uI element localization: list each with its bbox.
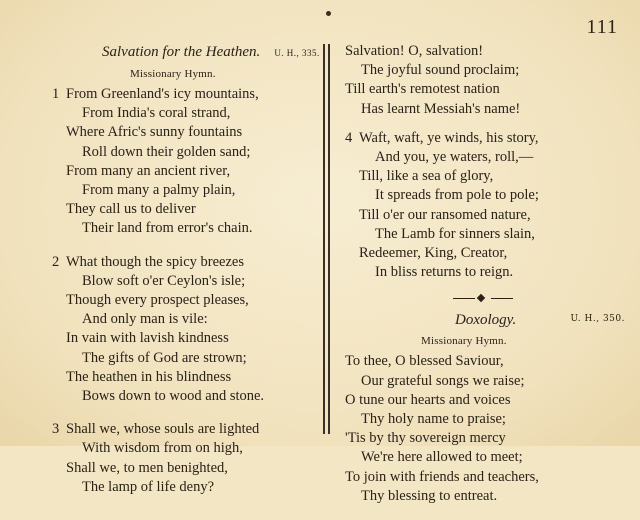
diamond-ornament-icon xyxy=(477,294,485,302)
doxology-header xyxy=(345,310,625,330)
doxology-tune-name: Missionary Hymn. xyxy=(421,335,507,348)
verse-line: Till earth's remotest nation xyxy=(345,81,500,98)
verse-line: We're here allowed to meet; xyxy=(361,449,523,466)
stanza-2 xyxy=(52,253,322,407)
verse-line: From Greenland's icy mountains, xyxy=(66,86,259,102)
verse-line: From many a palmy plain, xyxy=(82,182,236,199)
tune-name: Missionary Hymn. xyxy=(130,68,216,80)
page-number: 111 xyxy=(586,16,618,38)
verse-line: 'Tis by thy sovereign mercy xyxy=(345,430,506,447)
verse-line: The Lamb for sinners slain, xyxy=(375,225,535,242)
verse-line: They call us to deliver xyxy=(66,201,196,218)
verse-line: Roll down their golden sand; xyxy=(82,143,251,160)
doxology-stanza xyxy=(345,352,615,506)
verse-line: And only man is vile: xyxy=(82,311,208,328)
verse-line: To thee, O blessed Saviour, xyxy=(345,353,504,370)
stanza-number: 1 xyxy=(52,86,60,102)
verse-line: Our grateful songs we raise; xyxy=(361,372,525,389)
verse-line: Their land from error's chain. xyxy=(82,220,253,237)
verse-line: What though the spicy breezes xyxy=(66,253,244,270)
column-rule-right xyxy=(328,44,330,434)
verse-line: Till o'er our ransomed nature, xyxy=(359,206,531,223)
stanza-number: 3 xyxy=(52,421,60,438)
column-rule-left xyxy=(323,44,325,434)
verse-line: Salvation! O, salvation! xyxy=(345,43,484,59)
stanza-number: 2 xyxy=(52,253,60,270)
verse-line: Till, like a sea of glory, xyxy=(359,168,494,185)
verse-line: Thy blessing to entreat. xyxy=(361,487,498,504)
verse-line: The joyful sound proclaim; xyxy=(361,62,520,79)
doxology-title: Doxology. xyxy=(455,312,517,329)
verse-line: Redeemer, King, Creator, xyxy=(359,245,508,262)
verse-line: And you, ye waters, roll,— xyxy=(375,149,534,166)
stanza-number: 4 xyxy=(345,129,353,146)
verse-line: Shall we, to men benighted, xyxy=(66,459,228,476)
verse-line: O tune our hearts and voices xyxy=(345,391,511,408)
verse-line: With wisdom from on high, xyxy=(82,440,243,457)
stanza-4 xyxy=(345,129,615,283)
hymn-title-text: Salvation for the Heathen. xyxy=(102,44,261,60)
verse-line: Though every prospect pleases, xyxy=(66,292,249,309)
verse-line: Thy holy name to praise; xyxy=(361,411,506,428)
right-column xyxy=(345,42,625,520)
divider-bar xyxy=(491,298,513,299)
doxology-reference: U. H., 350. xyxy=(570,314,625,325)
verse-line: From many an ancient river, xyxy=(66,162,231,179)
printer-mark xyxy=(326,11,331,16)
hymn-reference: U. H., 335. xyxy=(274,48,320,58)
ornament-divider xyxy=(453,292,513,306)
verse-line: Waft, waft, ye winds, his story, xyxy=(359,129,539,146)
hymn-title xyxy=(102,42,322,63)
verse-line: The gifts of God are strown; xyxy=(82,349,247,366)
verse-line: The lamp of life deny? xyxy=(82,478,215,495)
left-column xyxy=(52,42,322,511)
verse-line: Bows down to wood and stone. xyxy=(82,388,265,405)
verse-line: Has learnt Messiah's name! xyxy=(361,100,521,117)
divider-bar xyxy=(453,298,475,299)
verse-line: Where Afric's sunny fountains xyxy=(66,124,243,141)
verse-line: From India's coral strand, xyxy=(82,105,231,122)
stanza-3-continued xyxy=(345,42,615,119)
verse-line: To join with friends and teachers, xyxy=(345,468,539,485)
verse-line: Blow soft o'er Ceylon's isle; xyxy=(82,272,246,289)
verse-line: It spreads from pole to pole; xyxy=(375,187,539,204)
verse-line: In bliss returns to reign. xyxy=(375,264,514,281)
stanza-1 xyxy=(52,85,322,239)
verse-line: Shall we, whose souls are lighted xyxy=(66,421,260,438)
verse-line: The heathen in his blindness xyxy=(66,368,232,385)
verse-line: In vain with lavish kindness xyxy=(66,330,229,347)
stanza-3 xyxy=(52,420,322,497)
